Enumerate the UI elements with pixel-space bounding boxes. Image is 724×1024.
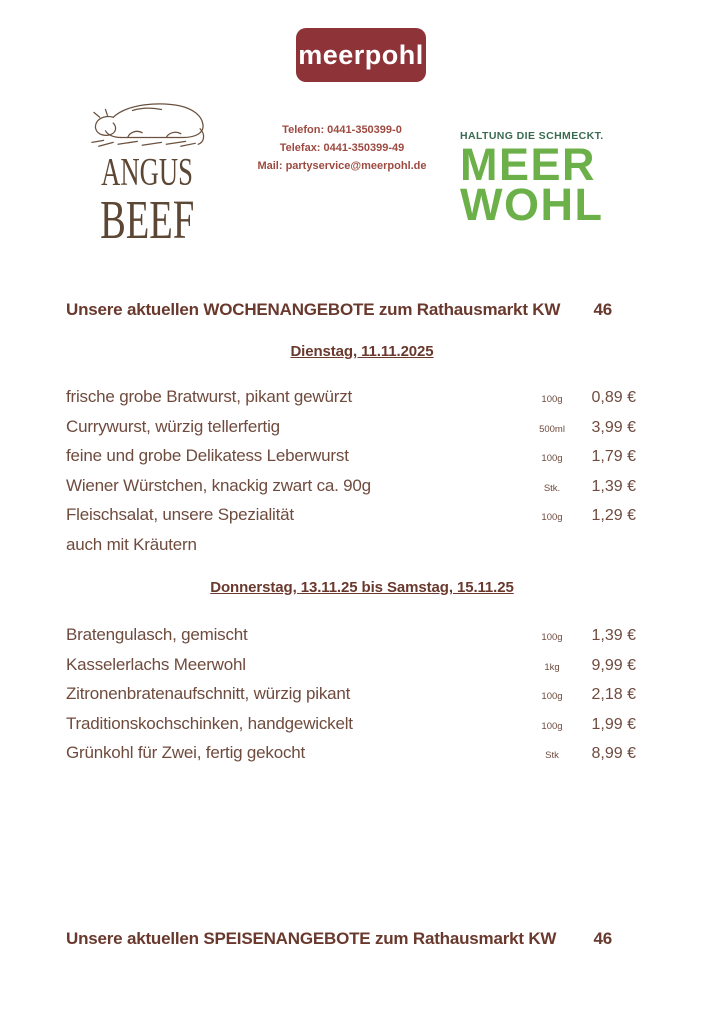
menu-row [66, 382, 636, 412]
menu-row [66, 738, 636, 768]
meerwohl-word-1: MEER [460, 139, 597, 190]
menu-row [66, 441, 636, 471]
item-unit: 1kg [544, 661, 560, 673]
item-name: Kasselerlachs Meerwohl [66, 654, 246, 674]
item-name: frische grobe Bratwurst, pikant gewürzt [66, 387, 353, 406]
item-price: 0,89 € [591, 389, 636, 406]
meerwohl-tagline: HALTUNG DIE SCHMECKT. [460, 130, 604, 142]
weekly-offers-title-text: Unsere aktuellen WOCHENANGEBOTE zum Rathausmarkt KW [66, 300, 561, 319]
item-unit: 100g [541, 720, 563, 732]
menu-row [66, 650, 636, 680]
item-name: feine und grobe Delikatess Leberwurst [66, 446, 349, 465]
item-price: 2,18 € [591, 686, 636, 703]
item-name: Grünkohl für Zwei, fertig gekocht [66, 743, 306, 762]
item-name: Fleischsalat, unsere Spezialität [66, 505, 294, 524]
menu-row [66, 620, 636, 650]
angus-logo-line1: ANGUS [101, 150, 193, 194]
item-name: Bratengulasch, gemischt [66, 625, 248, 644]
menu-row [66, 412, 636, 442]
meerwohl-word-2: WOHL [460, 178, 604, 230]
daily-dishes-week-number: 46 [593, 929, 612, 948]
angus-logo-line2: BEEF [100, 189, 195, 250]
item-price: 9,99 € [591, 656, 636, 674]
item-unit: 100g [541, 512, 563, 523]
item-name: Currywurst, würzig tellerfertig [66, 416, 280, 436]
contact-phone: Telefon: 0441-350399-0 [282, 124, 402, 136]
item-unit: 100g [541, 453, 563, 464]
menu-row [66, 679, 636, 709]
section-heading-donnerstag-samstag: Donnerstag, 13.11.25 bis Samstag, 15.11.25 [210, 579, 514, 596]
cow-sketch-icon [82, 96, 212, 152]
contact-block [242, 121, 442, 175]
section-heading-dienstag: Dienstag, 11.11.2025 [290, 343, 434, 360]
item-name: Traditionskochschinken, handgewickelt [66, 713, 353, 733]
contact-fax: Telefax: 0441-350399-49 [279, 142, 405, 154]
menu-section-donnerstag-samstag [66, 620, 636, 768]
weekly-offers-week-number: 46 [593, 300, 612, 319]
item-unit: Stk [545, 750, 559, 761]
item-price: 1,99 € [591, 715, 636, 733]
item-price: 1,39 € [591, 627, 636, 644]
menu-row [66, 500, 636, 530]
item-unit: 100g [541, 691, 563, 702]
menu-row-continuation [66, 530, 636, 560]
menu-row [66, 471, 636, 501]
meerwohl-logo [460, 130, 610, 230]
item-price: 1,39 € [591, 477, 636, 495]
item-unit: Stk. [543, 482, 561, 494]
daily-dishes-title-text: Unsere aktuellen SPEISENANGEBOTE zum Rathausmarkt KW [66, 929, 557, 948]
daily-dishes-title [66, 929, 612, 949]
item-price: 1,29 € [591, 507, 636, 524]
item-price: 3,99 € [591, 418, 636, 436]
item-price: 8,99 € [591, 745, 636, 762]
item-price: 1,79 € [591, 448, 636, 465]
item-unit: 500ml [539, 423, 565, 435]
item-unit: 100g [541, 632, 563, 643]
item-unit: 100g [541, 394, 563, 405]
contact-mail: Mail: partyservice@meerpohl.de [257, 160, 427, 172]
item-name: Zitronenbratenaufschnitt, würzig pikant [66, 684, 351, 703]
angus-beef-logo [80, 96, 214, 250]
weekly-offers-title [66, 300, 612, 320]
item-name: Wiener Würstchen, knackig zwart ca. 90g [66, 475, 371, 495]
meerpohl-logo [296, 28, 426, 82]
menu-section-dienstag [66, 382, 636, 559]
item-name: auch mit Kräutern [66, 534, 197, 554]
meerpohl-logo-text: meerpohl [298, 39, 424, 70]
menu-row [66, 709, 636, 739]
